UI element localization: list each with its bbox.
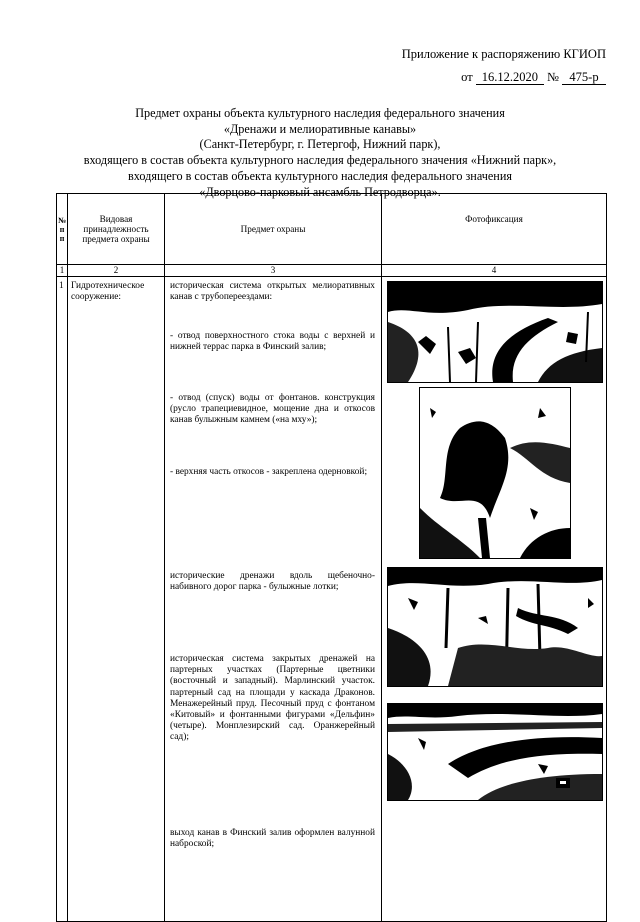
header-photo: Фотофиксация (382, 194, 607, 265)
subject-item: - отвод (спуск) воды от фонтанов. конструкция (русло трапециевидное, мощение дна и откосов канав булыжным камнем («на мху»); (170, 393, 375, 426)
from-label: от (461, 70, 473, 84)
column-number-row (57, 265, 607, 277)
subject-item: историческая система открытых мелиоративных канав с трубопереездами: (170, 281, 375, 303)
row-number: 1 (57, 277, 68, 922)
title-line: (Санкт-Петербург, г. Петергоф, Нижний парк), (199, 137, 441, 152)
photo-tree-canal (419, 387, 571, 559)
title-line: входящего в состав объекта культурного наследия федерального значения (128, 168, 512, 183)
photo-canal-banks (387, 703, 603, 801)
subject-item: выход канав в Финский залив оформлен валунной наброской; (170, 828, 375, 850)
row-subjects (165, 277, 382, 922)
title-line: входящего в состав объекта культурного наследия федерального значения «Нижний парк», (83, 153, 557, 168)
photo-canal-path (387, 281, 603, 383)
order-date: 16.12.2020 (476, 70, 544, 85)
protection-table (56, 193, 607, 922)
column-number: 3 (165, 265, 382, 277)
photo-stone-channel (387, 567, 603, 687)
column-number: 1 (57, 265, 68, 277)
number-label: № (546, 70, 559, 84)
order-reference (461, 70, 606, 85)
subject-item: - отвод поверхностного стока воды с верхней и нижней террас парка в Финский залив; (170, 331, 375, 353)
document-title (30, 106, 610, 200)
appendix-caption: Приложение к распоряжению КГИОП (401, 47, 606, 61)
subject-item: историческая система закрытых дренажей на партерных участках (Партерные цветники (восточный и западный). Марлинский участок. партерный сад на площади у каскада Драконов. Менажерейный пруд. Песочный пруд с фонтаном «Китовый» и фонтанными фигурами «Дельфин» (четыре). Монплезирский сад. Оранжерейный сад); (170, 654, 375, 743)
column-number: 4 (382, 265, 607, 277)
row-type: Гидротехническое сооружение: (68, 277, 165, 922)
subject-item: исторические дренажи вдоль щебеночно-набивного дорог парка - булыжные лотки; (170, 571, 375, 593)
header-subject: Предмет охраны (165, 194, 382, 265)
title-line: Предмет охраны объекта культурного наследия федерального значения (135, 106, 505, 120)
header-number: № п п (57, 194, 68, 265)
table-row (57, 277, 607, 922)
title-line: «Дворцово-парковый ансамбль Петродворца». (199, 184, 441, 199)
title-line: «Дренажи и мелиоративные канавы» (223, 121, 417, 136)
row-photos (382, 277, 607, 922)
table-header-row (57, 194, 607, 265)
column-number: 2 (68, 265, 165, 277)
order-number: 475-р (562, 70, 606, 85)
subject-item: - верхняя часть откосов - закреплена одерновкой; (170, 467, 368, 477)
header-type: Видовая принадлежность предмета охраны (68, 194, 165, 265)
